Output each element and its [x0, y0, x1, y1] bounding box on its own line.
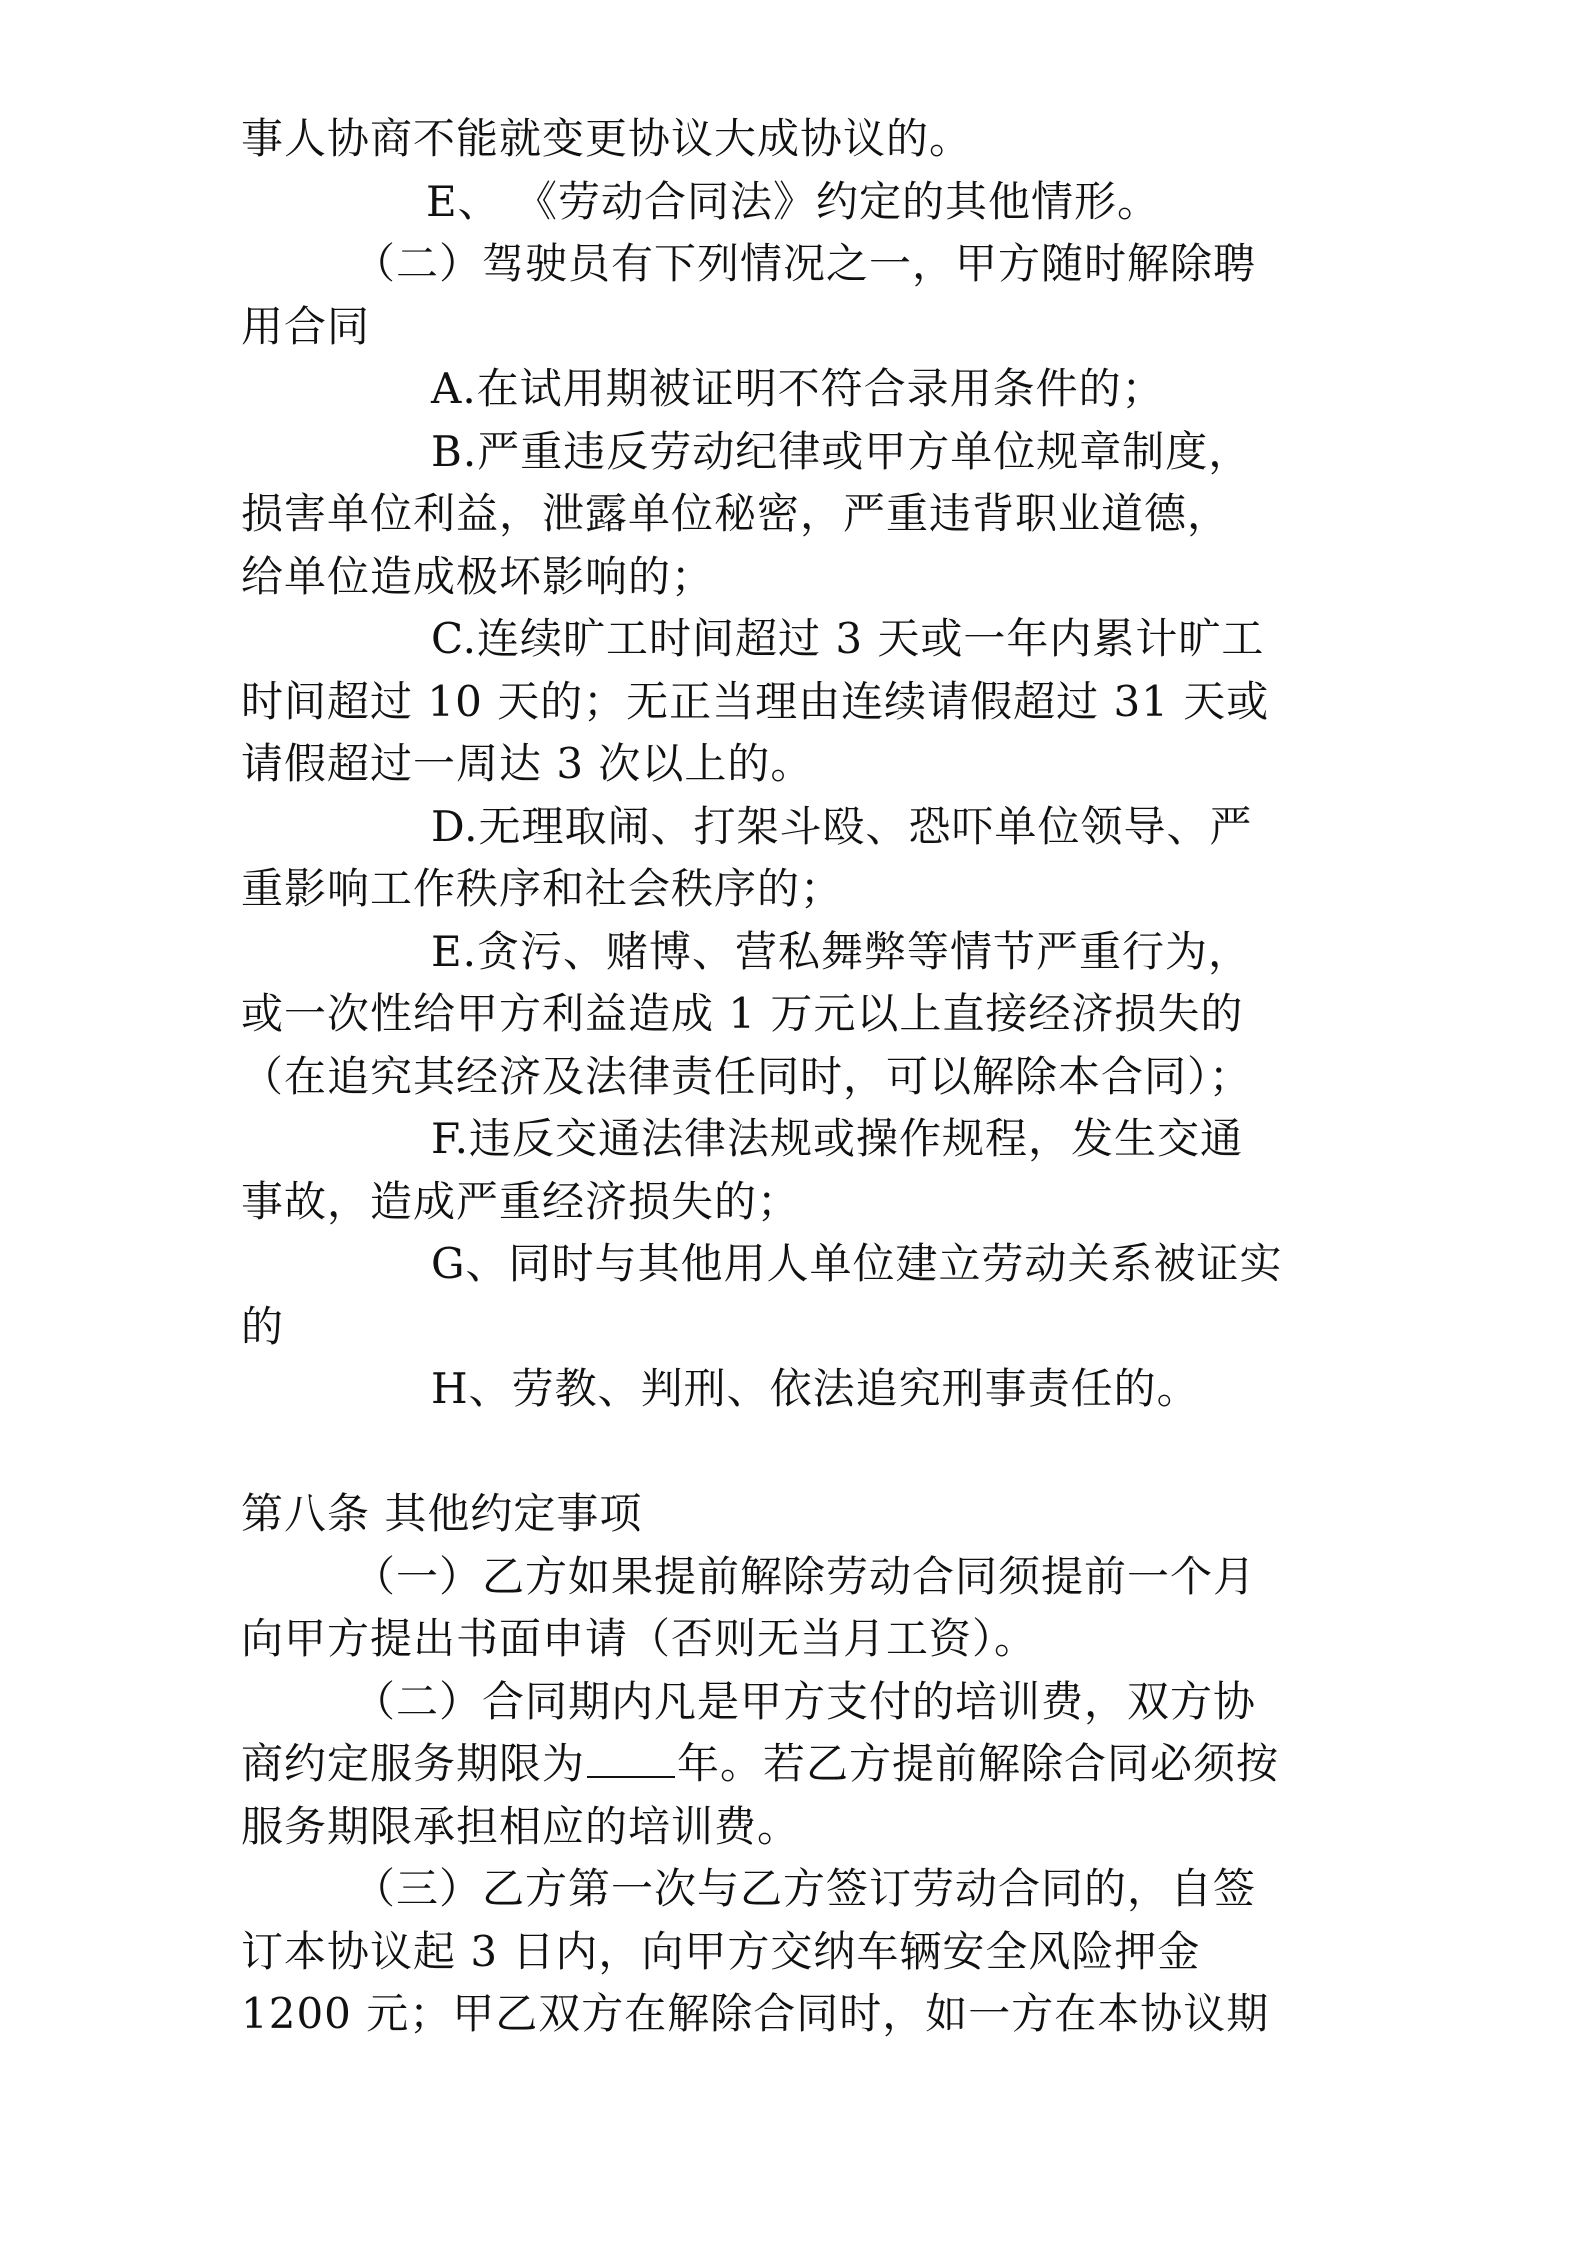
sub-clause-three: （三）乙方第一次与乙方签订劳动合同的，自签	[353, 1864, 1257, 1913]
clause-item-e: E、 《劳动合同法》约定的其他情形。	[426, 176, 1161, 226]
clause-item-f: F.违反交通法律法规或操作规程，发生交通	[431, 1114, 1243, 1163]
article-eight-heading: 第八条 其他约定事项	[241, 1489, 643, 1538]
text-line: 给单位造成极坏影响的；	[241, 551, 715, 601]
text-line: 的	[241, 1301, 285, 1351]
text-line: 损害单位利益，泄露单位秘密，严重违背职业道德，	[241, 489, 1231, 538]
clause-item-a: A.在试用期被证明不符合录用条件的；	[431, 364, 1165, 413]
text-line-with-blank	[241, 1733, 1361, 1796]
text-line: 用合同	[241, 301, 371, 351]
text-fragment: 年。若乙方提前解除合同必须按	[677, 1739, 1280, 1788]
sub-clause-one: （一）乙方如果提前解除劳动合同须提前一个月	[353, 1551, 1257, 1601]
text-line: 向甲方提出书面申请（否则无当月工资）。	[241, 1614, 1038, 1663]
clause-item-c: C.连续旷工时间超过 3 天或一年内累计旷工	[431, 614, 1265, 663]
clause-item-h: H、劳教、判刑、依法追究刑事责任的。	[431, 1364, 1200, 1413]
text-fragment: 商约定服务期限为	[241, 1739, 586, 1788]
text-line: （在追究其经济及法律责任同时，可以解除本合同）；	[241, 1051, 1253, 1101]
section-two-heading: （二）驾驶员有下列情况之一，甲方随时解除聘	[353, 239, 1257, 288]
clause-item-b: B.严重违反劳动纪律或甲方单位规章制度，	[431, 426, 1252, 476]
fill-in-blank	[587, 1742, 675, 1778]
text-line: 或一次性给甲方利益造成 1 万元以上直接经济损失的	[241, 989, 1244, 1038]
clause-item-e2: E.贪污、赌博、营私舞弊等情节严重行为，	[431, 926, 1252, 976]
clause-item-g: G、同时与其他用人单位建立劳动关系被证实	[431, 1239, 1283, 1288]
text-line: 事人协商不能就变更协议大成协议的。	[241, 114, 973, 163]
text-line: 重影响工作秩序和社会秩序的；	[241, 864, 844, 913]
sub-clause-two: （二）合同期内凡是甲方支付的培训费，双方协	[353, 1676, 1257, 1726]
text-line: 事故，造成严重经济损失的；	[241, 1176, 801, 1226]
text-line: 服务期限承担相应的培训费。	[241, 1801, 801, 1851]
text-line: 时间超过 10 天的；无正当理由连续请假超过 31 天或	[241, 676, 1270, 726]
text-line: 订本协议起 3 日内，向甲方交纳车辆安全风险押金	[241, 1926, 1201, 1976]
text-line: 1200 元；甲乙双方在解除合同时，如一方在本协议期	[241, 1989, 1270, 2038]
document-body	[241, 108, 1361, 2046]
paragraph-gap	[241, 1421, 1361, 1484]
text-line: 请假超过一周达 3 次以上的。	[241, 739, 814, 788]
clause-item-d: D.无理取闹、打架斗殴、恐吓单位领导、严	[431, 801, 1253, 851]
